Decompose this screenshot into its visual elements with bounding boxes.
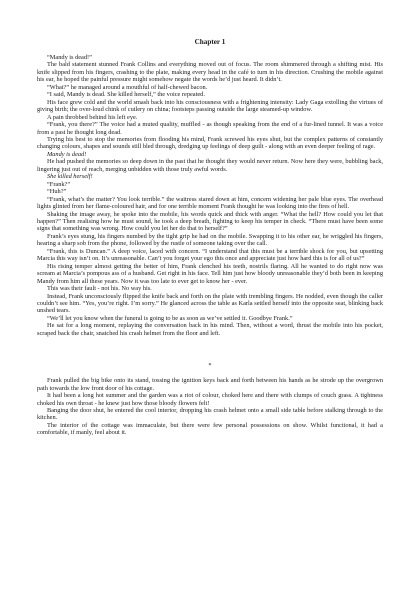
paragraph: Banging the door shut, he entered the cool interior, dropping his crash helmet onto a small side table before stalking through to the kitchen. <box>37 407 383 422</box>
chapter-title: Chapter 1 <box>194 38 226 46</box>
paragraph: “Mandy is dead!” <box>47 54 92 61</box>
chapter-body-part1 <box>37 54 383 337</box>
paragraph: The interior of the cottage was immaculate, but there were few personal possessions on show. Whilst functional, it had a comfortable, if manly, feel about it. <box>37 421 383 437</box>
paragraph: “I said, Mandy is dead. She killed herself,” the voice repeated. <box>47 91 205 99</box>
chapter-body-part2 <box>37 377 383 437</box>
scene-break-asterisk: * <box>208 362 212 370</box>
paragraph: Mandy is dead! <box>47 150 87 158</box>
paragraph: He sat for a long moment, replaying the conversation back in his mind. Then, without a word, thrust the mobile into his pocket, scraped back the chair, snatched his crash helmet from the floor and left. <box>37 322 383 337</box>
paragraph: He had pushed the memories so deep down in the past that he thought they would never return. Now here they were, bubbling back, lingering just out of reach, merging unbidden with those truly awful words. <box>37 158 383 173</box>
paragraph: Frank pulled the big bike onto its stand, tossing the ignition keys back and forth between his hands as he strode up the overgrown path towards the low front door of his cottage. <box>37 377 383 392</box>
paragraph: Trying his best to stop the memories from flooding his mind, Frank screwed his eyes shut, but the complex patterns of constantly changing colours, shapes and sounds still bled through, dredging up feelings of deep guilt - along with an even deeper feeling of rage. <box>37 135 383 151</box>
paragraph: His rising temper almost getting the better of him, Frank clenched his teeth, nostrils flaring. All he wanted to do right now was scream at Marcia’s pompous ass of a husband. Get right in his face. Tell him just how bloody unreasonable they’d both been in keeping Mandy from him all these years. Now it was too late to ever get to know her - ever. <box>37 262 383 285</box>
paragraph: “Huh?” <box>47 188 67 196</box>
paragraph: “Frank, what’s the matter? You look terrible.” the waitress stared down at him, concern widening her pale blue eyes. The overhead lights glinted from her flame-coloured hair, and for one terrible moment Frank thought he was looking into the fires of hell. <box>37 195 383 211</box>
paragraph: Instead, Frank unconsciously flipped the knife back and forth on the plate with trembling fingers. He nodded, even though the caller couldn’t see him. “Yes, you’re right. I’m sorry.” He glanced across the table as Karla settled herself into the opposite seat, blinking back unshed tears. <box>37 292 383 315</box>
paragraph: “What?” he managed around a mouthful of half-chewed bacon. <box>47 83 208 91</box>
document-page <box>37 38 383 437</box>
paragraph: A pain throbbed behind his left eye. <box>47 113 138 121</box>
paragraph: Shaking the image away, he spoke into the mobile, his words quick and thick with anger. “What the hell? How could you let that happen?” Then realising how he must sound, he took a deep breath, fighting to keep his temper in check. “There must have been some signs that something was wrong. How could you let her do that to herself?” <box>37 210 383 233</box>
paragraph: “We’ll let you know when the funeral is going to be as soon as we’ve settled it. Goodbye Frank.” <box>47 314 293 322</box>
paragraph: It had been a long hot summer and the garden was a riot of colour, choked here and there with clumps of couch grass. A tightness choked his own throat - he knew just how those bloody flowers felt! <box>37 392 383 407</box>
paragraph: The bald statement stunned Frank Collins and everything moved out of focus. The room shimmered through a shifting mist. His knife slipped from his fingers, crashing to the plate, making every head in the café to turn in his direction. Crushing the mobile against his ear, he hoped the painful pressure might somehow negate the words he’d just heard. It didn’t. <box>37 61 383 84</box>
paragraph: “Frank, this is Duncan.” A deep voice, laced with concern. “I understand that this must be a terrible shock for you, but upsetting Marcia this way isn’t on. It’s unreasonable. Can’t you forget your ego this once and appreciate just how hard this is for all of us?” <box>37 247 383 263</box>
paragraph: She killed herself! <box>47 173 93 181</box>
paragraph: His face grew cold and the world smash back into his consciousness with a frightening intensity: Lady Gaga extolling the virtues of giving birth; the over-loud chink of cutlery on china; footsteps passing outside the large steamed-up window. <box>37 98 383 114</box>
paragraph: “Frank, you there?” The voice had a muted quality, muffled - as though speaking from the end of a fur-lined tunnel. It was a voice from a past he thought long dead. <box>37 121 383 136</box>
paragraph: This was their fault - not his. No way his. <box>47 285 152 293</box>
paragraph: Frank’s eyes stung, his fingers numbed by the tight grip he had on the mobile. Swapping it to his other ear, he wriggled his fingers, hearing a sharp sob from the phone, followed by the rustle of someone taking over the call. <box>37 232 383 248</box>
paragraph: “Frank?” <box>47 180 71 188</box>
